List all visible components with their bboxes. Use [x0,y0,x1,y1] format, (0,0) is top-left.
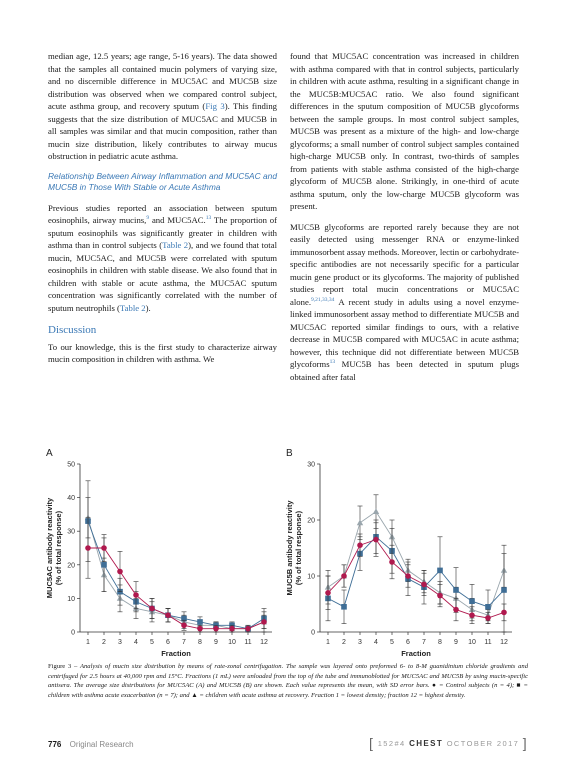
series-line [328,540,504,618]
data-point [341,573,347,579]
x-tick-label: 5 [150,639,154,646]
y-tick-label: 50 [67,461,75,469]
y-tick-label: 40 [67,495,75,503]
ref-9[interactable]: 9 [146,215,150,222]
y-tick-label: 30 [67,528,75,536]
x-tick-label: 12 [500,639,508,646]
x-axis-title: Fraction [401,649,431,658]
y-tick-label: 0 [311,629,315,637]
data-point [357,542,363,548]
page-number: 776 [48,740,62,749]
figure-3-charts [40,444,540,664]
series-triangle-a [85,498,267,632]
y-tick-label: 20 [67,562,75,570]
left-paragraph-1: median age, 12.5 years; age range, 5-16 years). The data showed that the samples all contained mucin polymers of varying size, and no discernible difference in MUC5AC and MUC5B size distribution was observed when we compared control subject, acute asthma group, and recovery sputum (Fig 3). This finding suggests that the size distribution of MUC5AC and MUC5B in all samples was similar and that mucin composition, rather than mucin size distribution, likely contributes to airway mucus obstruction in pediatric acute asthma. [48,51,278,161]
x-tick-label: 4 [134,639,138,646]
data-point [437,593,443,599]
x-tick-label: 6 [166,639,170,646]
series-line [88,521,264,629]
data-point [485,604,491,610]
left-text-column [48,50,277,374]
y-tick-label: 30 [307,461,315,469]
page-footer-right: [ 152#4 CHEST OCTOBER 2017 ] [368,735,528,751]
x-tick-label: 1 [86,639,90,646]
x-tick-label: 3 [358,639,362,646]
data-point [469,598,475,604]
left-paragraph-2: Previous studies reported an association between sputum eosinophils, airway mucins,$^9$ and MUC5AC.$^{13}$ The proportion of sputum eosinophils was significantly greater in children with asthma than in control subjects (Table 2), and we found that total mucin, MUC5AC, and MUC5B were correlated with sputum eosinophils in children with stable disease. We also found that in children with stable or acute asthma, the MUC5AC sputum concentration was significantly correlated with the number of sputum neutrophils (Table 2). [48,202,277,313]
ref-13[interactable]: 13 [205,215,212,222]
data-point [405,573,411,579]
discussion-heading: Discussion [48,324,97,336]
x-tick-label: 2 [342,639,346,646]
data-point [501,610,507,616]
data-point [437,568,443,574]
data-point [229,626,235,632]
panel-label-b: B [286,448,293,459]
right-paragraph-2: MUC5B glycoforms are reported rarely because they are not easily detected using messenger RNA or enzyme-linked immunosorbent assay methods. Moreover, lectin or carbohydrate-specific antibodies are not necessarily specific for a particular mucin gene product or its glycoforms. The majority of published studies report total mucin concentrations or MUC5AC alone.$^{9,21,33,34}$ A recent study in adults using a novel enzyme-linked immunosorbent assay method to differentiate MUC5B and MUC5AC reported similar findings to ours, with a relative decrease in MUC5B compared with MUC5AC in acute asthma; however, this technique did not differentiate between MUC5B glycoforms$^{13}$ MUC5B has been detected in sputum plugs obtained after fatal [290,221,519,382]
series-triangle-b [325,495,507,621]
y-tick-label: 10 [67,595,75,603]
x-tick-label: 7 [422,639,426,646]
data-point [421,582,427,588]
x-tick-label: 8 [198,639,202,646]
page-footer-left [48,740,134,749]
x-tick-label: 12 [260,639,268,646]
data-point [453,607,459,613]
x-tick-label: 10 [228,639,236,646]
data-point [501,587,507,593]
y-tick-label: 10 [307,573,315,581]
data-point [453,587,459,593]
x-tick-label: 5 [390,639,394,646]
issue-date: OCTOBER 2017 [446,739,520,748]
data-point [325,590,331,596]
y-axis-title: MUC5B antibody reactivity [285,500,294,596]
x-tick-label: 1 [326,639,330,646]
y-axis-title: MUC5AC antibody reactivity [45,497,54,599]
y-axis-title-units: (% of total response) [294,510,303,586]
data-point [133,592,139,598]
section-label: Original Research [69,740,134,749]
data-point [85,545,91,551]
data-point [373,537,379,543]
data-point [197,626,203,632]
data-point [117,569,123,575]
left-paragraph-3: To our knowledge, this is the first study to characterize airway mucin composition in children with asthma. We [48,341,277,364]
data-point [469,612,475,618]
table-2-link[interactable]: Table 2 [162,240,189,250]
x-tick-label: 10 [468,639,476,646]
panel-label-a: A [46,448,53,459]
series-line [328,537,504,607]
data-point [149,606,155,612]
right-paragraph-1: found that MUC5AC concentration was increased in children with asthma compared with that in control subjects, particularly in children with acute asthma, resulting in a significant change in the MUC5B:MUC5AC ratio. We also found significant differences in the sputum composition of MUC5B glycoforms between the sample groups. In most control subject samples, MUC5B was present as a mixture of the high- and low-charge glycoforms; a small number of control subject samples contained high-charge MUC5B only. In contrast, two-thirds of samples from patients with stable asthma consisted of the high-charge glycoform of MUC5B alone. Strikingly, in one-third of acute asthma sputum, only the low-charge MUC5B glycoform was present. [290,51,519,211]
x-tick-label: 9 [214,639,218,646]
table-2-link[interactable]: Table 2 [119,302,146,313]
x-tick-label: 2 [102,639,106,646]
data-point [181,622,187,628]
series-line [328,512,504,616]
data-point [261,619,267,625]
right-text-column [290,50,519,391]
x-tick-label: 11 [244,639,252,646]
data-point [165,612,171,618]
series-square-a [85,481,267,632]
subsection-heading: Relationship Between Airway Inflammation and MUC5AC and MUC5B in Those With Stable or Acute Asthma [48,170,277,192]
data-point [101,545,107,551]
x-tick-label: 6 [406,639,410,646]
caption-label: Figure 3 – [48,663,78,670]
data-point [485,615,491,621]
x-tick-label: 3 [118,639,122,646]
y-axis-title-units: (% of total response) [54,510,63,586]
y-tick-label: 0 [71,629,75,637]
data-point [389,559,395,565]
x-tick-label: 4 [374,639,378,646]
data-point [213,626,219,632]
data-point [373,508,379,514]
x-axis-title: Fraction [161,649,191,658]
x-tick-label: 9 [454,639,458,646]
series-circle-a [85,518,267,632]
data-point [197,619,203,625]
ref-13[interactable]: 13 [329,359,336,366]
series-line [88,518,264,629]
data-point [357,519,363,525]
issue-label: 152#4 [377,739,406,748]
figure-caption: Figure 3 – Analysis of mucin size distribution by means of rate-zonal centrifugation. The sample was layered onto preformed 6- to 8-M guanidinium chloride gradients and centrifuged for 2.5 hours at 40,000 rpm and 15°C. Fractions (1 mL) were unloaded from the top of the tube and immunoblotted for MUC5AC and MUC5B by using mucin-specific antisera. The average size distributions for MUC5AC (A) and MUC5B (B) are shown. Each value represents the mean, with SD error bars. ● = Control subjects (n = 4); ■ = children with asthma acute exacerbation (n = 7); and ▲ = children with acute asthma at recovery. Fraction 1 = lowest density; fraction 12 = highest density. [48,663,528,699]
x-tick-label: 7 [182,639,186,646]
data-point [341,604,347,610]
ref-9-21-33-34[interactable]: 9,21,33,34 [311,296,335,303]
chart-panel-a [45,448,272,658]
x-tick-label: 8 [438,639,442,646]
data-point [101,562,107,568]
journal-name: CHEST [409,739,444,748]
series-circle-b [325,523,507,624]
data-point [245,626,251,632]
y-tick-label: 20 [307,517,315,525]
figure-3-link[interactable]: Fig 3 [205,101,225,111]
figure-3 [40,444,540,664]
x-tick-label: 11 [484,639,492,646]
chart-panel-b [285,448,512,658]
